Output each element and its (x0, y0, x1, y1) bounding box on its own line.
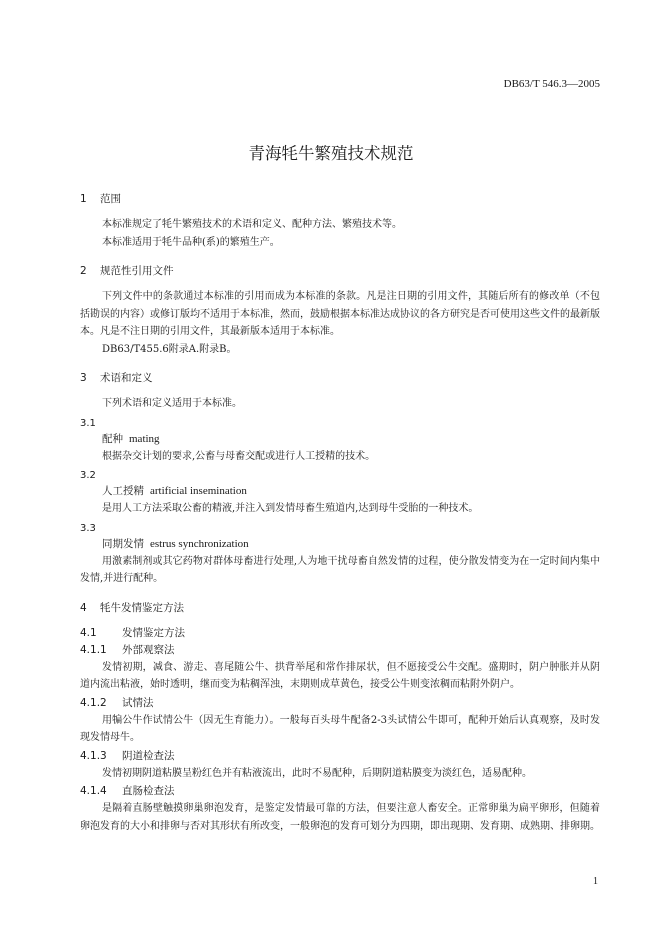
section-2-title: 规范性引用文件 (100, 265, 174, 277)
section-3-heading (80, 370, 600, 386)
clause-4-1-1-title: 外部观察法 (122, 643, 175, 656)
clause-4-1-3-number: 4.1.3 (80, 749, 107, 762)
clause-4-1-4-text: 是隔着直肠壁触摸卵巢卵泡发育，是鉴定发情最可靠的方法，但要注意人畜安全。正常卵巢为扁平卵形，但随着卵泡发育的大小和排卵与否对其形状有所改变，一般卵泡的发育可划分为四期，即出现期、发育期、成熟期、排卵期。 (80, 803, 600, 832)
section-2-number: 2 (80, 265, 87, 277)
section-2-para-1: 下列文件中的条款通过本标准的引用而成为本标准的条款。凡是注日期的引用文件，其随后所有的修改单（不包括勘误的内容）或修订版均不适用于本标准，然而，鼓励根据本标准达成协议的各方研究是否可使用这些文件的最新版本。凡是不注日期的引用文件，其最新版本适用于本标准。 (80, 291, 600, 337)
clause-4-1-1-number: 4.1.1 (80, 643, 107, 656)
term-1 (80, 431, 600, 448)
section-3-intro: 下列术语和定义适用于本标准。 (102, 398, 242, 409)
section-2-heading (80, 263, 600, 279)
clause-4-1-3-title: 阴道检查法 (122, 749, 175, 762)
term-3 (80, 536, 600, 553)
clause-4-1-2-heading (80, 695, 600, 711)
clause-4-1-4-title: 直肠检查法 (122, 785, 175, 797)
term-1-cn: 配种 (102, 432, 123, 445)
term-2-en: artificial insemination (150, 485, 247, 497)
clause-4-1-1-heading (80, 642, 600, 658)
section-4-title: 牦牛发情鉴定方法 (100, 601, 184, 614)
term-1-definition: 根据杂交计划的要求,公畜与母畜交配或进行人工授精的技术。 (102, 450, 376, 462)
term-2-definition: 是用人工方法采取公畜的精液,并注入到发情母畜生殖道内,达到母牛受胎的一种技术。 (102, 503, 479, 514)
clause-4-1-2-text: 用犏公牛作试情公牛（因无生育能力）。一般每百头母牛配备2-3头试情公牛即可，配种开始后认真观察，及时发现发情母牛。 (80, 714, 600, 743)
term-3-en: estrus synchronization (150, 537, 249, 550)
term-3-cn: 同期发情 (102, 537, 144, 550)
section-1-heading (80, 191, 600, 207)
term-3-definition: 用激素制剂或其它药物对群体母畜进行处理,人为地干扰母畜自然发情的过程，使分散发情变为在一定时间内集中发情,并进行配种。 (80, 555, 600, 584)
section-1-number: 1 (80, 193, 87, 205)
term-1-en: mating (129, 432, 160, 445)
term-2 (80, 483, 600, 500)
clause-4-1-3-heading (80, 748, 600, 764)
clause-4-1-2-number: 4.1.2 (80, 696, 107, 709)
document-title: 青海牦牛繁殖技术规范 (248, 144, 414, 163)
clause-4-1-3-text: 发情初期阴道粘膜呈粉红色并有粘液流出，此时不易配种，后期阴道粘膜变为淡红色，适易配种。 (102, 767, 532, 779)
standard-code: DB63/T 546.3—2005 (503, 78, 600, 90)
term-2-cn: 人工授精 (102, 485, 144, 497)
subsection-4-1-heading (80, 625, 600, 641)
section-1-title: 范围 (100, 193, 121, 205)
document-body (80, 191, 600, 835)
clause-4-1-2-title: 试情法 (122, 696, 154, 709)
term-3-number: 3.3 (80, 522, 96, 534)
subsection-4-1-number: 4.1 (80, 626, 97, 639)
section-3-number: 3 (80, 372, 87, 384)
section-1-para-2: 本标准适用于牦牛品种(系)的繁殖生产。 (102, 236, 280, 248)
clause-4-1-1-text: 发情初期，减食、游走、喜尾随公牛、拱背举尾和常作排尿状，但不愿接受公牛交配。盛期时，阴户肿胀并从阴道内流出粘液，始时透明，继而变为粘稠浑浊，末期则成草黄色，接受公牛则变浓稠而粘附外阴户。 (80, 661, 600, 690)
page-number: 1 (593, 876, 598, 887)
section-1-para-1: 本标准规定了牦牛繁殖技术的术语和定义、配种方法、繁殖技术等。 (102, 219, 402, 230)
section-2-para-2: DB63/T455.6附录A.附录B。 (102, 343, 237, 355)
subsection-4-1-title: 发情鉴定方法 (122, 626, 185, 639)
section-3-title: 术语和定义 (100, 372, 153, 384)
clause-4-1-4-number: 4.1.4 (80, 785, 107, 797)
section-4-number: 4 (80, 601, 87, 614)
clause-4-1-4-heading (80, 783, 600, 799)
term-2-number: 3.2 (80, 470, 96, 481)
term-1-number: 3.1 (80, 417, 96, 429)
section-4-heading (80, 600, 600, 616)
